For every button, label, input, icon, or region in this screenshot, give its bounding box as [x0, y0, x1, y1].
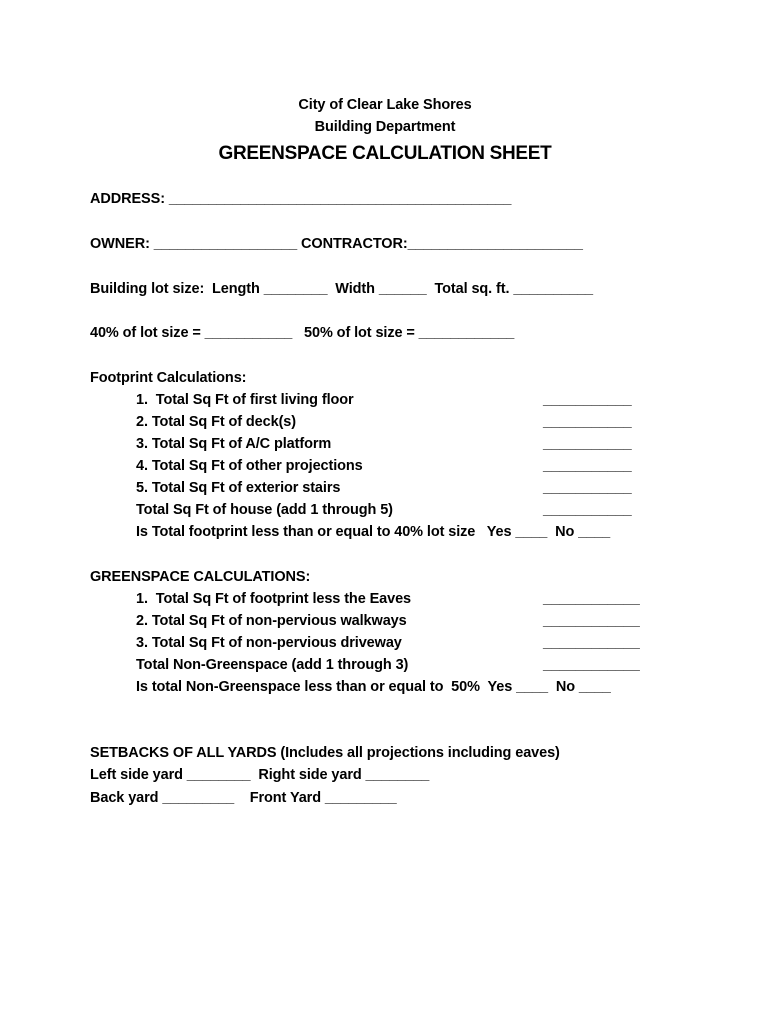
item-label: Total Sq Ft of exterior stairs [151, 480, 341, 496]
back-front-yards-field[interactable]: Back yard _________ Front Yard _________ [90, 790, 397, 806]
greenspace-total-blank[interactable]: ____________ [543, 657, 640, 673]
item-label: Total Sq Ft of other projections [151, 458, 363, 474]
page-title: GREENSPACE CALCULATION SHEET [218, 143, 552, 164]
lot-percent-field[interactable]: 40% of lot size = ___________ 50% of lot size = ____________ [90, 325, 515, 341]
footprint-total-label: Total Sq Ft of house (add 1 through 5) [136, 502, 393, 518]
item-number: 2. [136, 613, 148, 629]
footprint-heading: Footprint Calculations: [90, 370, 247, 386]
owner-contractor-field[interactable]: OWNER: __________________ CONTRACTOR:______________________ [90, 236, 583, 252]
greenspace-heading: GREENSPACE CALCULATIONS: [90, 569, 311, 585]
footprint-blank[interactable]: ___________ [543, 392, 632, 408]
setbacks-heading: SETBACKS OF ALL YARDS (Includes all projections including eaves) [90, 745, 560, 761]
item-label: Total Sq Ft of non-pervious driveway [151, 635, 402, 651]
city-name: City of Clear Lake Shores [298, 97, 472, 113]
item-label: Total Sq Ft of footprint less the Eaves [155, 591, 412, 607]
lot-size-field[interactable]: Building lot size: Length ________ Width ______ Total sq. ft. __________ [90, 281, 593, 297]
item-label: Total Sq Ft of first living floor [155, 392, 354, 408]
item-number: 3. [136, 436, 148, 452]
address-field[interactable]: ADDRESS: ___________________________________________ [90, 191, 512, 207]
footprint-blank[interactable]: ___________ [543, 458, 632, 474]
footprint-item [136, 435, 331, 453]
greenspace-item [136, 590, 411, 608]
item-number: 2. [136, 414, 148, 430]
item-label: Total Sq Ft of non-pervious walkways [151, 613, 407, 629]
greenspace-total-label: Total Non-Greenspace (add 1 through 3) [136, 657, 409, 673]
side-yards-field[interactable]: Left side yard ________ Right side yard ________ [90, 767, 430, 783]
footprint-item [136, 413, 296, 431]
footprint-blank[interactable]: ___________ [543, 436, 632, 452]
item-label: Total Sq Ft of A/C platform [151, 436, 332, 452]
footprint-item [136, 457, 363, 475]
greenspace-check[interactable]: Is total Non-Greenspace less than or equal to 50% Yes ____ No ____ [136, 679, 611, 695]
item-label: Total Sq Ft of deck(s) [151, 414, 296, 430]
item-number: 5. [136, 480, 148, 496]
greenspace-blank[interactable]: ____________ [543, 635, 640, 651]
item-number: 1. [136, 392, 148, 408]
footprint-blank[interactable]: ___________ [543, 480, 632, 496]
item-number: 3. [136, 635, 148, 651]
greenspace-item [136, 634, 402, 652]
greenspace-item [136, 612, 407, 630]
footprint-check[interactable]: Is Total footprint less than or equal to 40% lot size Yes ____ No ____ [136, 524, 611, 540]
item-number: 1. [136, 591, 148, 607]
greenspace-blank[interactable]: ____________ [543, 613, 640, 629]
greenspace-blank[interactable]: ____________ [543, 591, 640, 607]
department-name: Building Department [314, 119, 456, 135]
item-number: 4. [136, 458, 148, 474]
footprint-total-blank[interactable]: ___________ [543, 502, 632, 518]
footprint-blank[interactable]: ___________ [543, 414, 632, 430]
footprint-item [136, 479, 340, 497]
footprint-item [136, 391, 354, 409]
